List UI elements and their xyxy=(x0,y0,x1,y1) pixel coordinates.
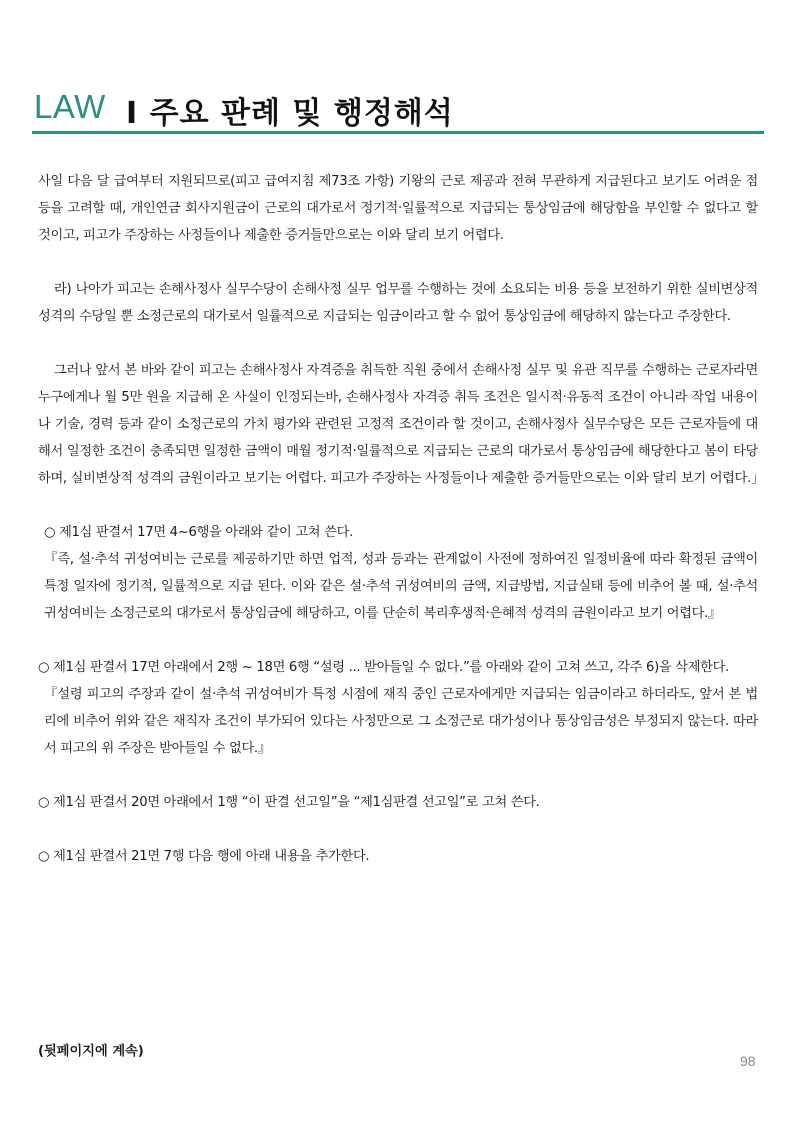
amendment-item: ○ 제1심 판결서 20면 아래에서 1행 “이 판결 선고일”을 “제1심판결 선고일”로 고쳐 쓴다. xyxy=(38,795,540,810)
page-number: 98 xyxy=(740,1053,756,1069)
paragraph: 그러나 앞서 본 바와 같이 피고는 손해사정사 자격증을 취득한 직원 중에서 손해사정 실무 및 유관 직무를 수행하는 근로자라면 누구에게나 월 5만 원을 지급해 온 사실이 인정되는바, 손해사정사 자격증 취득 조건은 일시적·유동적 조건이 아니라 작업 내용이나 기술, 경력 등과 같이 소정근로의 가치 평가와 관련된 고정적 조건이라 할 것이고, 손해사정사 실무수당은 모든 근로자들에 대해서 일정한 조건이 충족되면 일정한 금액이 매월 정기적·일률적으로 지급되는 근로의 대가로서 통상임금에 해당한다고 봄이 타당하며, 실비변상적 성격의 금원이라고 보기는 어렵다. 피고가 주장하는 사정들이나 제출한 증거들만으로는 이와 달리 보기 어렵다.」 xyxy=(38,363,764,486)
page-title: I 주요 판례 및 행정해석 xyxy=(126,96,454,131)
header-divider xyxy=(32,131,764,134)
page-header xyxy=(34,88,764,136)
quoted-text: 『즉, 설·추석 귀성여비는 근로를 제공하기만 하면 업적, 성과 등과는 관계없이 사전에 정하여진 일정비율에 따라 확정된 금액이 특정 일자에 정기적, 일률적으로 지급 된다. 이와 같은 설·추석 귀성여비의 금액, 지급방법, 지급실태 등에 비추어 볼 때, 설·추석 귀성여비는 소정근로의 대가로서 통상임금에 해당하고, 이를 단순히 복리후생적·은혜적 성격의 금원이라고 보기 어렵다.』 xyxy=(44,552,758,621)
quoted-text: 『설령 피고의 주장과 같이 설·추석 귀성여비가 특정 시점에 재직 중인 근로자에게만 지급되는 임금이라고 하더라도, 앞서 본 법리에 비추어 위와 같은 재직자 조건이 부가되어 있다는 사정만으로 그 소정근로 대가성이나 통상임금성은 부정되지 않는다. 따라서 피고의 위 주장은 받아들일 수 없다.』 xyxy=(44,687,758,756)
amendment-item: ○ 제1심 판결서 21면 7행 다음 행에 아래 내용을 추가한다. xyxy=(38,849,370,864)
paragraph: 사일 다음 달 급여부터 지원되므로(피고 급여지침 제73조 가항) 기왕의 근로 제공과 전혀 무관하게 지급된다고 보기도 어려운 점 등을 고려할 때, 개인연금 회사지원금이 근로의 대가로서 정기적·일률적으로 지급되는 통상임금에 해당함을 부인할 수 없다고 할 것이고, 피고가 주장하는 사정들이나 제출한 증거들만으로는 이와 달리 보기 어렵다. xyxy=(38,174,758,243)
amendment-item: ○ 제1심 판결서 17면 4~6행을 아래와 같이 고쳐 쓴다. xyxy=(44,525,353,540)
continued-note: (뒷페이지에 계속) xyxy=(38,1044,144,1059)
section-label: LAW xyxy=(34,88,106,125)
document-body xyxy=(38,168,764,870)
paragraph: 라) 나아가 피고는 손해사정사 실무수당이 손해사정 실무 업무를 수행하는 것에 소요되는 비용 등을 보전하기 위한 실비변상적 성격의 수당일 뿐 소정근로의 대가로서 일률적으로 지급되는 임금이라고 할 수 없어 통상임금에 해당하지 않는다고 주장한다. xyxy=(38,282,758,324)
amendment-item: ○ 제1심 판결서 17면 아래에서 2행 ~ 18면 6행 “설령 ... 받아들일 수 없다.”를 아래와 같이 고쳐 쓰고, 각주 6)을 삭제한다. xyxy=(38,660,729,675)
